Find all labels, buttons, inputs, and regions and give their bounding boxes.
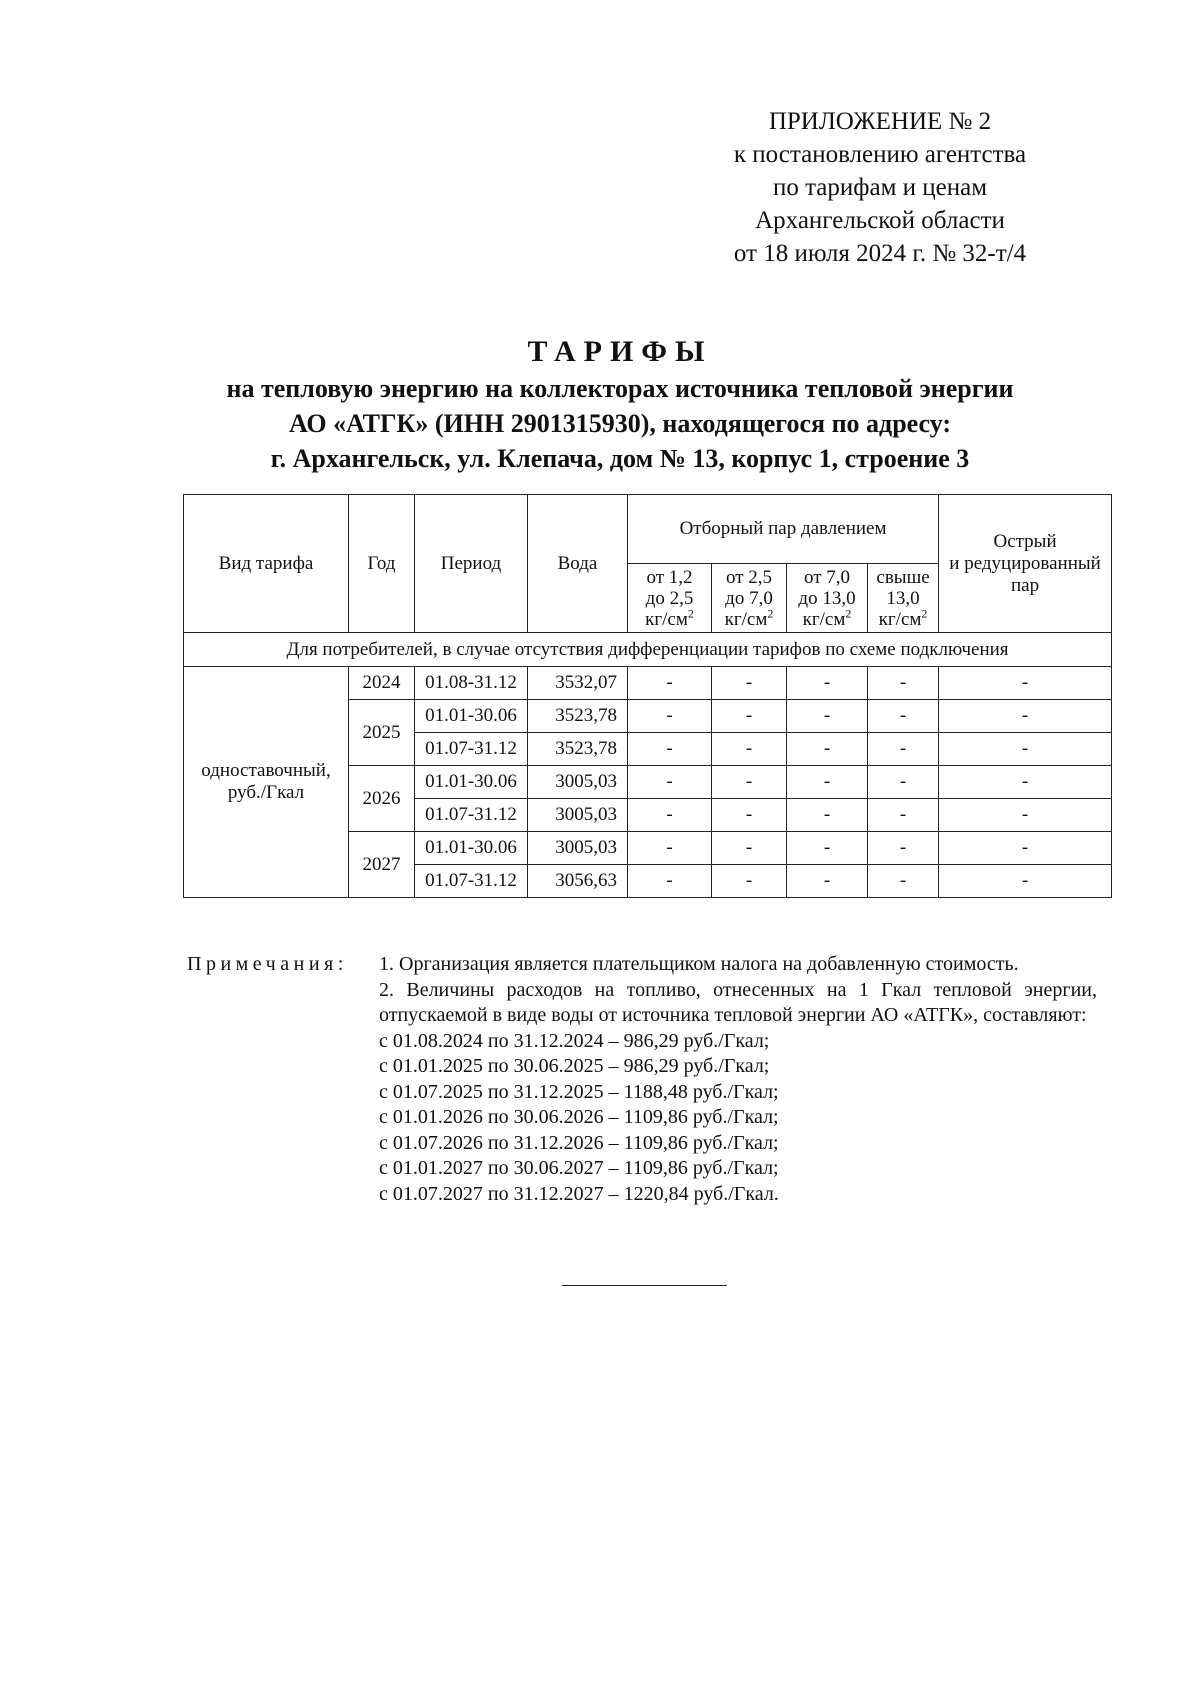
header-steam-band: от 7,0 до 13,0 $кг/см^2$ bbox=[787, 564, 868, 633]
appendix-header bbox=[700, 105, 1060, 270]
header-steam-band: свыше 13,0 $кг/см^2$ bbox=[868, 564, 939, 633]
period-cell: 01.07-31.12 bbox=[415, 865, 528, 898]
document-title bbox=[160, 333, 1080, 476]
year-cell: 2024 bbox=[349, 667, 415, 700]
fuel-cost-item: с 01.07.2026 по 31.12.2026 – 1109,86 руб./Гкал; bbox=[379, 1131, 779, 1154]
header-steam-band: от 1,2 до 2,5 $кг/см^2$ bbox=[628, 564, 712, 633]
appendix-line: Архангельской области bbox=[755, 207, 1005, 234]
period-cell: 01.07-31.12 bbox=[415, 799, 528, 832]
s2-cell: - bbox=[712, 667, 787, 700]
water-cell: 3005,03 bbox=[528, 832, 628, 865]
notes-label: Примечания: bbox=[187, 953, 348, 975]
sharp-cell: - bbox=[939, 766, 1112, 799]
s3-cell: - bbox=[787, 733, 868, 766]
fuel-cost-item: с 01.08.2024 по 31.12.2024 – 986,29 руб./Гкал; bbox=[379, 1029, 770, 1052]
period-cell: 01.07-31.12 bbox=[415, 733, 528, 766]
appendix-date: от 18 июля 2024 г. № 32-т/4 bbox=[733, 240, 1027, 267]
sharp-cell: - bbox=[939, 667, 1112, 700]
header-sharp-steam bbox=[939, 495, 1112, 633]
closing-divider bbox=[562, 1285, 727, 1286]
title-line: АО «АТГК» (ИНН 2901315930), находящегося по адресу: bbox=[288, 409, 952, 438]
s3-cell: - bbox=[787, 832, 868, 865]
s1-cell: - bbox=[628, 667, 712, 700]
s3-cell: - bbox=[787, 865, 868, 898]
s1-cell: - bbox=[628, 865, 712, 898]
water-cell: 3005,03 bbox=[528, 799, 628, 832]
fuel-cost-list bbox=[379, 1029, 1097, 1208]
header-steam-band: от 2,5 до 7,0 $кг/см^2$ bbox=[712, 564, 787, 633]
header-year: Год bbox=[349, 495, 415, 633]
period-cell: 01.08-31.12 bbox=[415, 667, 528, 700]
note-vat: 1. Организация является плательщиком налога на добавленную стоимость. bbox=[379, 953, 1019, 975]
s1-cell: - bbox=[628, 832, 712, 865]
table-row bbox=[184, 667, 1112, 700]
header-tariff-type: Вид тарифа bbox=[184, 495, 349, 633]
water-cell: 3523,78 bbox=[528, 700, 628, 733]
sharp-cell: - bbox=[939, 700, 1112, 733]
s2-cell: - bbox=[712, 799, 787, 832]
s4-cell: - bbox=[868, 865, 939, 898]
s2-cell: - bbox=[712, 766, 787, 799]
fuel-cost-item: с 01.01.2026 по 30.06.2026 – 1109,86 руб./Гкал; bbox=[379, 1106, 779, 1128]
fuel-cost-item: с 01.07.2025 по 31.12.2025 – 1188,48 руб./Гкал; bbox=[379, 1080, 779, 1103]
water-cell: 3532,07 bbox=[528, 667, 628, 700]
s3-cell: - bbox=[787, 667, 868, 700]
s2-cell: - bbox=[712, 865, 787, 898]
s2-cell: - bbox=[712, 700, 787, 733]
fuel-cost-item: с 01.01.2027 по 30.06.2027 – 1109,86 руб./Гкал; bbox=[379, 1157, 779, 1179]
water-cell: 3056,63 bbox=[528, 865, 628, 898]
sharp-cell: - bbox=[939, 865, 1112, 898]
s4-cell: - bbox=[868, 700, 939, 733]
water-cell: 3005,03 bbox=[528, 766, 628, 799]
s1-cell: - bbox=[628, 700, 712, 733]
s1-cell: - bbox=[628, 766, 712, 799]
header-period: Период bbox=[415, 495, 528, 633]
title-line: на тепловую энергию на коллекторах источника тепловой энергии bbox=[226, 374, 1014, 403]
tariff-table bbox=[183, 494, 1112, 898]
note-fuel-costs: 2. Величины расходов на топливо, отнесенных на 1 Гкал тепловой энергии, отпускаемой в виде воды от источника тепловой энергии АО «АТГК», составляют: bbox=[379, 978, 1097, 1026]
water-cell: 3523,78 bbox=[528, 733, 628, 766]
year-cell: 2025 bbox=[349, 700, 415, 766]
fuel-cost-item: с 01.07.2027 по 31.12.2027 – 1220,84 руб./Гкал. bbox=[379, 1182, 779, 1205]
appendix-line: по тарифам и ценам bbox=[772, 174, 988, 201]
consumer-group-row: Для потребителей, в случае отсутствия дифференциации тарифов по схеме подключения bbox=[184, 633, 1112, 667]
s4-cell: - bbox=[868, 766, 939, 799]
appendix-line: к постановлению агентства bbox=[733, 141, 1027, 168]
s3-cell: - bbox=[787, 766, 868, 799]
s2-cell: - bbox=[712, 832, 787, 865]
s4-cell: - bbox=[868, 733, 939, 766]
year-cell: 2026 bbox=[349, 766, 415, 832]
notes-body bbox=[379, 952, 1097, 1207]
header-steam: Отборный пар давлением bbox=[628, 495, 939, 564]
year-cell: 2027 bbox=[349, 832, 415, 898]
period-cell: 01.01-30.06 bbox=[415, 766, 528, 799]
appendix-number: ПРИЛОЖЕНИЕ № 2 bbox=[768, 108, 992, 135]
s4-cell: - bbox=[868, 832, 939, 865]
page-title: ТАРИФЫ bbox=[527, 335, 713, 368]
s4-cell: - bbox=[868, 799, 939, 832]
title-line: г. Архангельск, ул. Клепача, дом № 13, корпус 1, строение 3 bbox=[270, 444, 970, 473]
period-cell: 01.01-30.06 bbox=[415, 700, 528, 733]
sharp-cell: - bbox=[939, 832, 1112, 865]
s2-cell: - bbox=[712, 733, 787, 766]
s4-cell: - bbox=[868, 667, 939, 700]
period-cell: 01.01-30.06 bbox=[415, 832, 528, 865]
header-sharp-line: пар bbox=[1010, 574, 1040, 596]
header-sharp-line: и редуцированный bbox=[949, 552, 1101, 574]
header-water: Вода bbox=[528, 495, 628, 633]
header-sharp-line: Острый bbox=[993, 530, 1057, 552]
s3-cell: - bbox=[787, 799, 868, 832]
sharp-cell: - bbox=[939, 799, 1112, 832]
sharp-cell: - bbox=[939, 733, 1112, 766]
fuel-cost-item: с 01.01.2025 по 30.06.2025 – 986,29 руб./Гкал; bbox=[379, 1055, 770, 1077]
s1-cell: - bbox=[628, 733, 712, 766]
s3-cell: - bbox=[787, 700, 868, 733]
tariff-type-cell: одноставочный, руб./Гкал bbox=[184, 667, 349, 898]
s1-cell: - bbox=[628, 799, 712, 832]
